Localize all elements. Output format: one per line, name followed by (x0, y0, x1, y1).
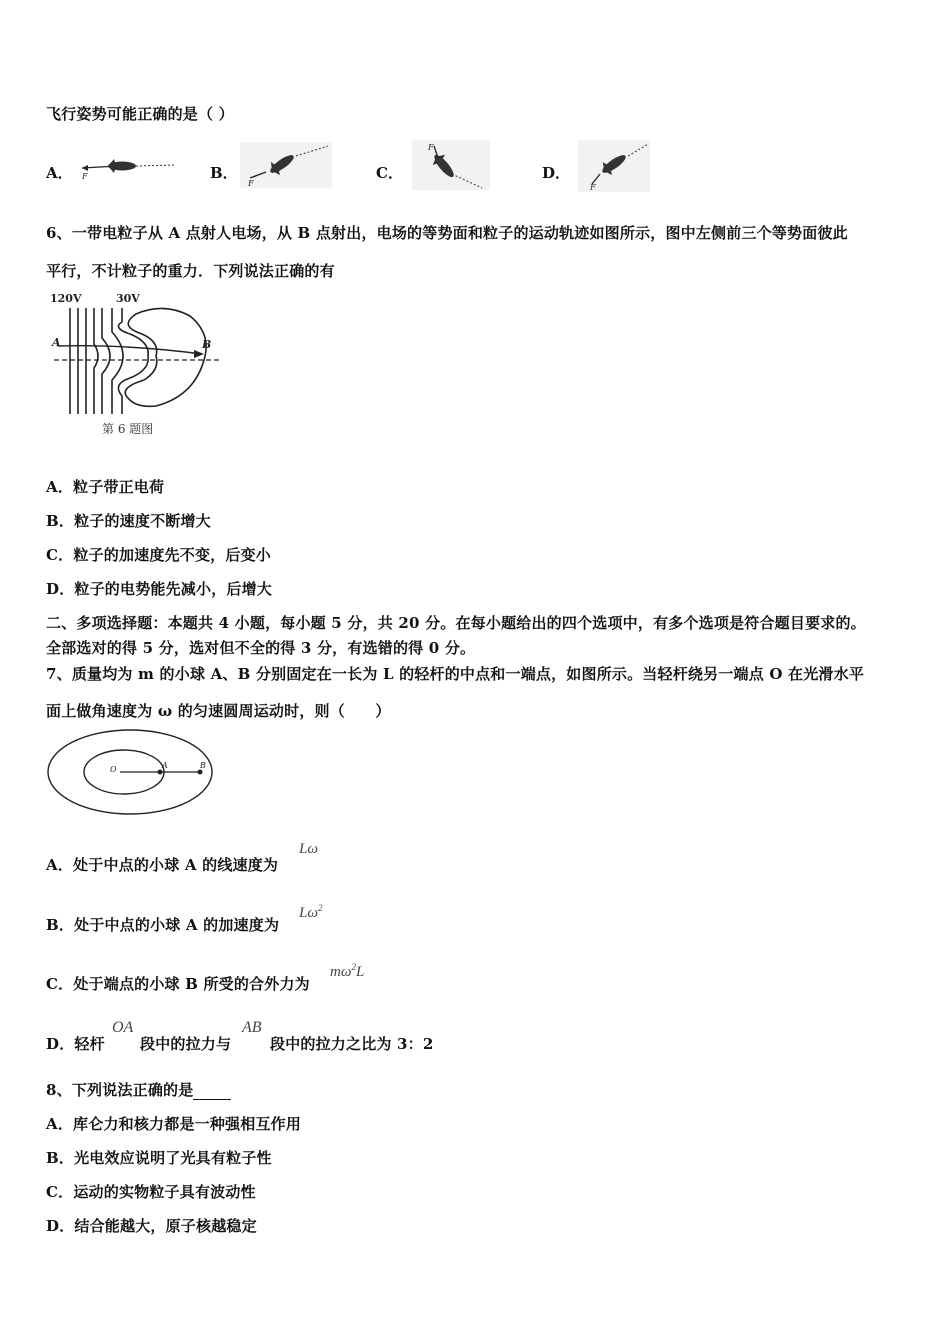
q7-stem-line1: 7、质量均为 m 的小球 A、B 分别固定在一长为 L 的轻杆的中点和一端点，如图所示。当轻杆绕另一端点 O 在光滑水平 (46, 665, 865, 683)
q8-option-a: A．库仑力和核力都是一种强相互作用 (46, 1115, 302, 1133)
q7-option-a-math: Lω (299, 841, 318, 857)
q5-option-d-label: D． (542, 164, 571, 182)
q8-stem: 8、下列说法正确的是 (46, 1079, 231, 1100)
q8-option-c: C．运动的实物粒子具有波动性 (46, 1183, 256, 1201)
q7-option-d-math-oa: OA (112, 1019, 134, 1036)
q8-answer-blank (193, 1085, 231, 1100)
q7-label-o: O (110, 765, 117, 774)
q8-option-d: D．结合能越大，原子核越稳定 (46, 1217, 257, 1235)
q8-option-b: B．光电效应说明了光具有粒子性 (46, 1149, 272, 1167)
q6-figure (44, 288, 224, 440)
q5-option-a-figure (78, 152, 176, 182)
q5-b-force-label: F (248, 179, 254, 188)
section2-instructions-line2: 全部选对的得 5 分，选对但不全的得 3 分，有选错的得 0 分。 (46, 639, 476, 657)
q7-option-a: A．处于中点的小球 A 的线速度为 (46, 856, 279, 874)
q5-c-force-label: F (428, 143, 434, 152)
q7-option-c-math: $m\omega^2L$ (330, 962, 365, 980)
q6-label-a: A (52, 336, 61, 349)
q5-a-force-label: F (82, 172, 88, 181)
q7-option-d-middle: 段中的拉力与 (140, 1035, 232, 1053)
q6-option-a: A．粒子带正电荷 (46, 478, 165, 496)
q5-option-a-label: A． (46, 164, 73, 182)
q7-figure (44, 728, 224, 824)
q7-stem-line2: 面上做角速度为 ω 的匀速圆周运动时，则（ ） (46, 702, 391, 720)
q7-label-a: A (162, 761, 168, 770)
q6-stem-line2: 平行，不计粒子的重力．下列说法正确的有 (46, 262, 335, 280)
q5-option-c-label: C． (376, 164, 403, 182)
q6-option-d: D．粒子的电势能先减小，后增大 (46, 580, 273, 598)
q6-option-b: B．粒子的速度不断增大 (46, 512, 211, 530)
q7-option-b: B．处于中点的小球 A 的加速度为 (46, 916, 280, 934)
q6-figure-caption: 第 6 题图 (102, 422, 154, 436)
q6-option-c: C．粒子的加速度先不变，后变小 (46, 546, 271, 564)
q7-label-b: B (200, 761, 206, 770)
q7-option-d-prefix: D．轻杆 (46, 1035, 105, 1053)
section2-instructions-line1: 二、多项选择题：本题共 4 小题，每小题 5 分，共 20 分。在每小题给出的四个选项中，有多个选项是符合题目要求的。 (46, 614, 866, 632)
q5-d-force-label: F (590, 183, 596, 192)
q7-option-c: C．处于端点的小球 B 所受的合外力为 (46, 975, 310, 993)
q5-stem-tail: 飞行姿势可能正确的是（ ） (46, 105, 234, 123)
q6-label-120v: 120V (50, 292, 82, 305)
q6-stem-line1: 6、一带电粒子从 A 点射人电场，从 B 点射出，电场的等势面和粒子的运动轨迹如图所示，图中左侧前三个等势面彼此 (46, 224, 848, 242)
q5-option-b-figure (240, 142, 332, 188)
q5-option-d-figure (578, 140, 650, 192)
q6-label-30v: 30V (116, 292, 140, 305)
q5-option-c-figure (412, 140, 490, 190)
q6-label-b: B (202, 338, 212, 351)
q7-option-b-math: $L\omega^2$ (299, 903, 323, 921)
q7-option-d-math-ab: AB (242, 1019, 262, 1036)
q7-option-d-suffix: 段中的拉力之比为 3：2 (270, 1035, 434, 1053)
q5-option-b-label: B． (210, 164, 238, 182)
